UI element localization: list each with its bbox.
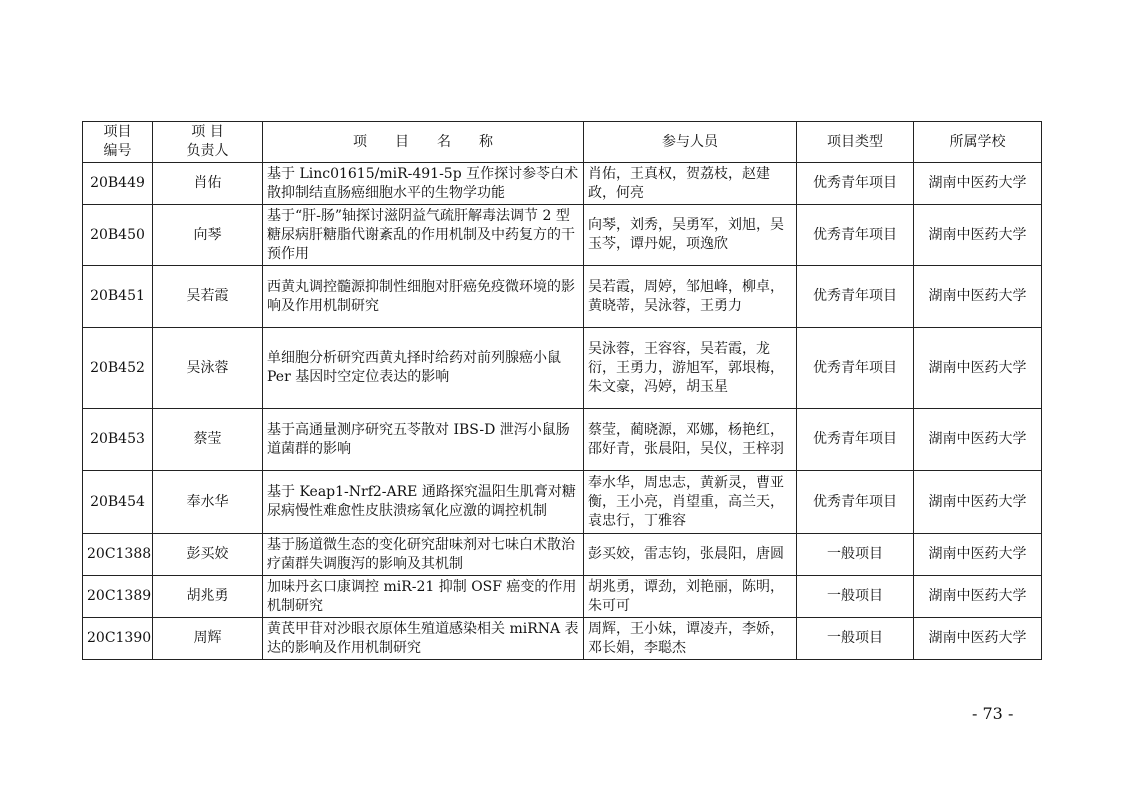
cell-type: 一般项目 [797,576,914,618]
cell-id: 20C1390 [83,618,153,660]
cell-name: 加味丹玄口康调控 miR-21 抑制 OSF 癌变的作用机制研究 [263,576,584,618]
cell-name: 基于高通量测序研究五苓散对 IBS-D 泄泻小鼠肠道菌群的影响 [263,409,584,471]
cell-name: 基于“肝-肠”轴探讨滋阴益气疏肝解毒法调节 2 型糖尿病肝糖脂代谢紊乱的作用机制及中药复方的干预作用 [263,205,584,266]
cell-type: 优秀青年项目 [797,205,914,266]
header-school: 所属学校 [914,122,1042,163]
cell-leader: 胡兆勇 [153,576,263,618]
cell-name: 黄芪甲苷对沙眼衣原体生殖道感染相关 miRNA 表达的影响及作用机制研究 [263,618,584,660]
table-row [83,328,1042,409]
cell-members: 彭买姣，雷志钧，张晨阳，唐圆 [584,534,797,576]
cell-leader: 吴若霞 [153,266,263,328]
cell-school: 湖南中医药大学 [914,471,1042,534]
cell-school: 湖南中医药大学 [914,534,1042,576]
cell-id: 20B449 [83,163,153,205]
cell-name: 西黄丸调控髓源抑制性细胞对肝癌免疫微环境的影响及作用机制研究 [263,266,584,328]
header-members: 参与人员 [584,122,797,163]
table-row [83,534,1042,576]
project-table [82,121,1042,660]
cell-leader: 肖佑 [153,163,263,205]
cell-members: 吴泳蓉，王容容，吴若霞，龙衍，王勇力，游旭军，郭垠梅，朱文豪，冯婷，胡玉星 [584,328,797,409]
cell-members: 周辉，王小妹，谭凌卉，李娇，邓长娟，李聪杰 [584,618,797,660]
cell-members: 肖佑，王真权，贺荔枝，赵建政，何亮 [584,163,797,205]
header-project-id: 项目 编号 [83,122,153,163]
cell-school: 湖南中医药大学 [914,409,1042,471]
cell-school: 湖南中医药大学 [914,266,1042,328]
cell-members: 奉水华，周忠志，黄新灵，曹亚衡，王小亮，肖望重，高兰天，袁忠行，丁雅容 [584,471,797,534]
cell-name: 基于肠道微生态的变化研究甜味剂对七味白术散治疗菌群失调腹泻的影响及其机制 [263,534,584,576]
table-row [83,618,1042,660]
header-project-name: 项 目 名 称 [263,122,584,163]
cell-leader: 蔡莹 [153,409,263,471]
cell-type: 优秀青年项目 [797,328,914,409]
cell-type: 优秀青年项目 [797,266,914,328]
table-row [83,163,1042,205]
cell-name: 基于 Keap1-Nrf2-ARE 通路探究温阳生肌膏对糖尿病慢性难愈性皮肤溃疡氧化应激的调控机制 [263,471,584,534]
cell-leader: 向琴 [153,205,263,266]
table-row [83,576,1042,618]
cell-members: 蔡莹，蔺晓源，邓娜，杨艳红，邵好青，张晨阳，吴仪，王梓羽 [584,409,797,471]
cell-school: 湖南中医药大学 [914,163,1042,205]
cell-id: 20B450 [83,205,153,266]
cell-id: 20B452 [83,328,153,409]
cell-school: 湖南中医药大学 [914,618,1042,660]
cell-members: 向琴，刘秀，吴勇军，刘旭，吴玉芩，谭丹妮，项逸欣 [584,205,797,266]
header-project-type: 项目类型 [797,122,914,163]
cell-id: 20B453 [83,409,153,471]
cell-id: 20C1388 [83,534,153,576]
table-header-row [83,122,1042,163]
header-project-leader: 项 目 负责人 [153,122,263,163]
cell-leader: 彭买姣 [153,534,263,576]
table-row [83,409,1042,471]
cell-type: 一般项目 [797,618,914,660]
cell-type: 优秀青年项目 [797,471,914,534]
table-row [83,205,1042,266]
cell-leader: 奉水华 [153,471,263,534]
cell-id: 20B454 [83,471,153,534]
cell-members: 吴若霞，周婷，邹旭峰，柳卓，黄晓蒂，吴泳蓉，王勇力 [584,266,797,328]
cell-leader: 周辉 [153,618,263,660]
page-number: - 73 - [972,704,1014,723]
cell-id: 20C1389 [83,576,153,618]
cell-school: 湖南中医药大学 [914,328,1042,409]
cell-leader: 吴泳蓉 [153,328,263,409]
cell-type: 一般项目 [797,534,914,576]
cell-school: 湖南中医药大学 [914,576,1042,618]
cell-name: 单细胞分析研究西黄丸择时给药对前列腺癌小鼠 Per 基因时空定位表达的影响 [263,328,584,409]
cell-school: 湖南中医药大学 [914,205,1042,266]
cell-type: 优秀青年项目 [797,409,914,471]
cell-members: 胡兆勇，谭劲，刘艳丽，陈明，朱可可 [584,576,797,618]
cell-type: 优秀青年项目 [797,163,914,205]
table-row [83,471,1042,534]
cell-id: 20B451 [83,266,153,328]
table-row [83,266,1042,328]
cell-name: 基于 Linc01615/miR-491-5p 互作探讨参苓白术散抑制结直肠癌细胞水平的生物学功能 [263,163,584,205]
